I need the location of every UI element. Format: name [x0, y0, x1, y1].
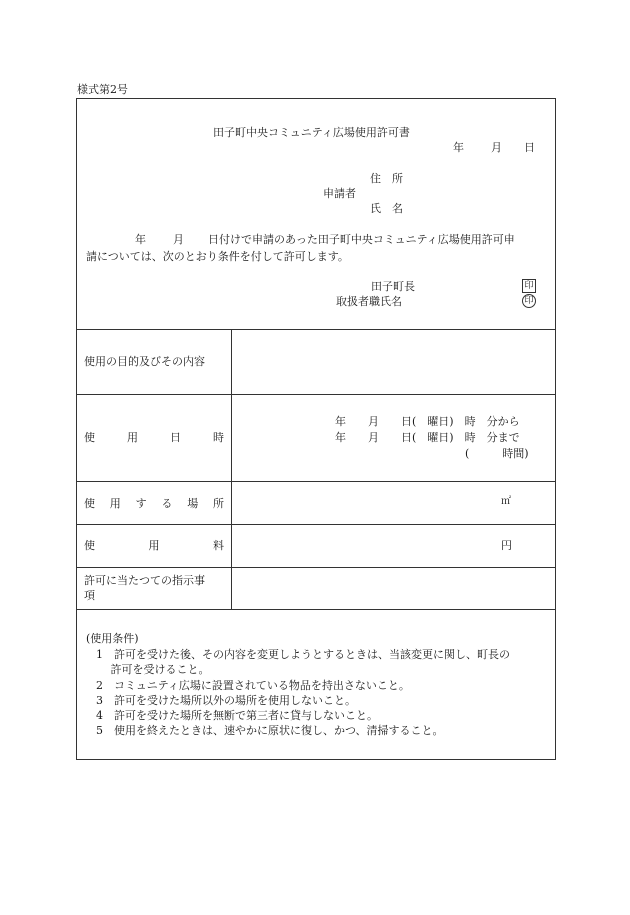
table-rule-3 — [77, 524, 555, 525]
purpose-label: 使用の目的及びその内容 — [84, 355, 205, 368]
fee-label — [84, 540, 224, 551]
condition-item: 2 コミュニティ広場に設置されている物品を持出さないこと。 — [96, 679, 410, 692]
name-label: 氏 名 — [370, 202, 403, 215]
fee-label-char: 用 — [148, 539, 160, 552]
form-title: 田子町中央コミュニティ広場使用許可書 — [213, 126, 410, 139]
usage-duration-line: ( 時間) — [465, 447, 529, 460]
issue-date-month: 月 — [491, 141, 502, 154]
fee-label-char: 料 — [213, 539, 224, 552]
issue-date-year: 年 — [453, 141, 464, 154]
usage-to-line: 年 月 日( 曜日) 時 分まで — [335, 431, 520, 444]
mayor-seal-icon: 印 — [522, 279, 536, 293]
applicant-label: 申請者 — [323, 187, 356, 200]
datetime-label-char: 使 — [84, 431, 95, 444]
conditions-heading: (使用条件) — [86, 632, 139, 645]
datetime-label-char: 時 — [213, 431, 224, 444]
mayor-label: 田子町長 — [371, 280, 415, 293]
address-label: 住 所 — [370, 172, 403, 185]
place-label-char: る — [161, 497, 173, 510]
table-rule-top — [77, 329, 555, 330]
table-rule-2 — [77, 481, 555, 482]
form-number: 様式第2号 — [77, 83, 128, 96]
datetime-label-char: 日 — [170, 431, 181, 444]
datetime-label — [84, 432, 224, 443]
officer-label: 取扱者職氏名 — [336, 295, 402, 308]
place-label-char: す — [135, 497, 147, 510]
issue-date-day: 日 — [524, 141, 535, 154]
body-year: 年 — [135, 233, 146, 246]
table-rule-bottom — [77, 609, 555, 610]
condition-item: 1 許可を受けた後、その内容を変更しようとするときは、当該変更に関し、町長の — [96, 648, 510, 661]
place-label — [84, 498, 224, 509]
table-column-divider — [231, 329, 232, 610]
usage-from-line: 年 月 日( 曜日) 時 分から — [335, 415, 520, 428]
place-label-char: 場 — [187, 497, 199, 510]
instructions-label-line-1: 許可に当たつての指示事 — [84, 574, 205, 587]
body-text-line-1: 日付けで申請のあった田子町中央コミュニティ広場使用許可申 — [208, 233, 515, 246]
condition-item: 3 許可を受けた場所以外の場所を使用しないこと。 — [96, 694, 356, 707]
fee-label-char: 使 — [84, 539, 95, 552]
table-rule-1 — [77, 394, 555, 395]
body-month: 月 — [173, 233, 184, 246]
condition-item: 許可を受けること。 — [96, 663, 210, 676]
permit-form — [76, 98, 556, 760]
instructions-label-line-2: 項 — [84, 589, 95, 602]
area-unit: ㎡ — [501, 496, 511, 507]
fee-unit: 円 — [501, 539, 512, 552]
body-text-line-2: 請については、次のとおり条件を付して許可します。 — [86, 250, 349, 263]
place-label-char: 使 — [84, 497, 95, 510]
condition-item: 5 使用を終えたときは、速やかに原状に復し、かつ、清掃すること。 — [96, 724, 444, 737]
condition-item: 4 許可を受けた場所を無断で第三者に貸与しないこと。 — [96, 709, 378, 722]
table-rule-4 — [77, 567, 555, 568]
place-label-char: 所 — [212, 497, 224, 510]
place-label-char: 用 — [109, 497, 121, 510]
datetime-label-char: 用 — [127, 431, 138, 444]
officer-seal-icon: 印 — [522, 294, 536, 308]
